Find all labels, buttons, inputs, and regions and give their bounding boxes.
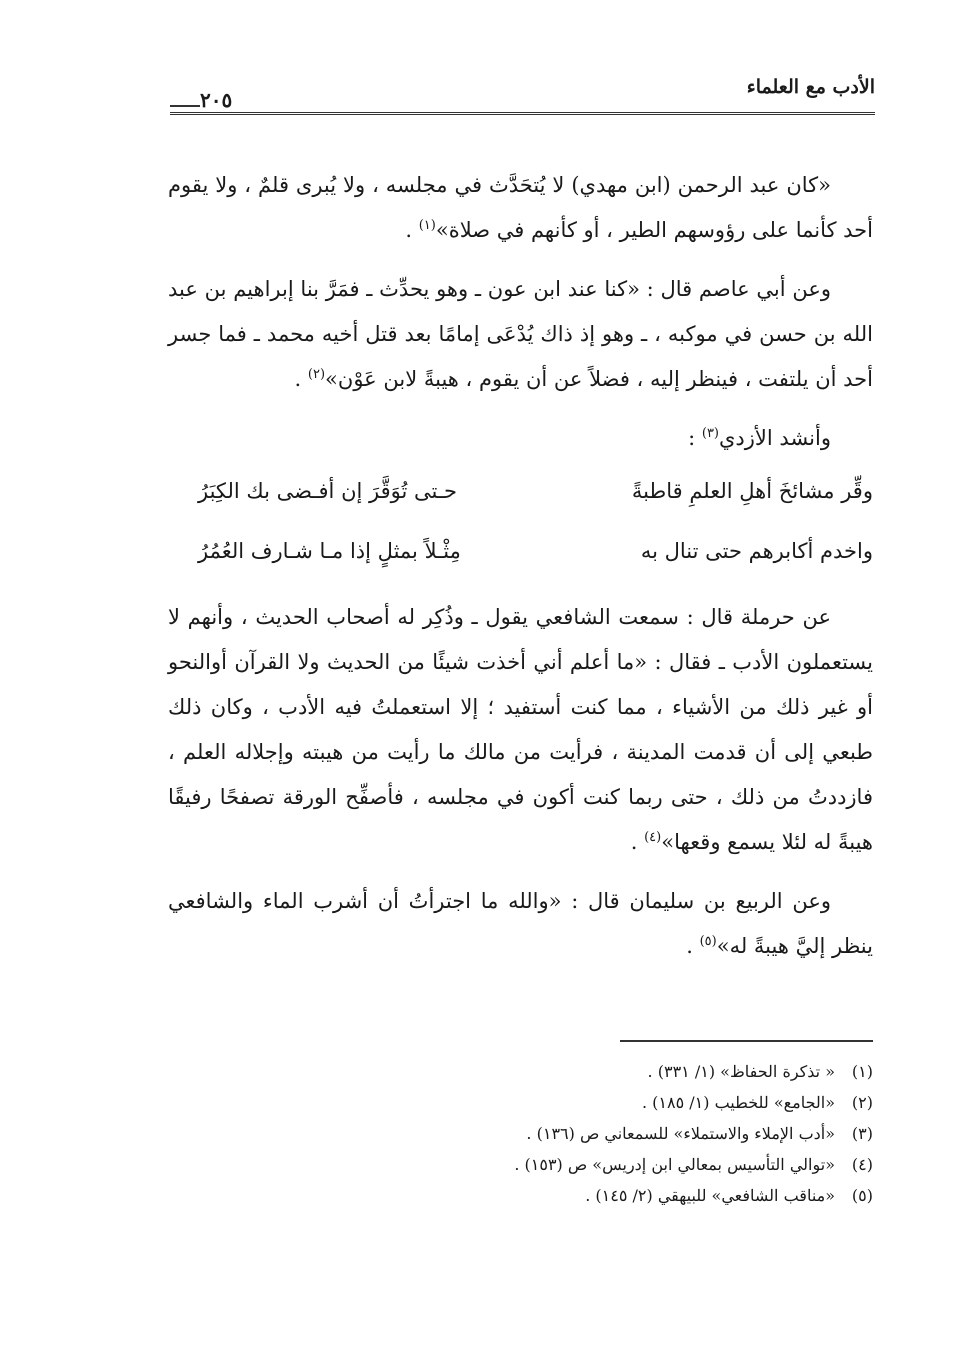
footnote-4-number: (٤) xyxy=(851,1155,873,1174)
footnote-ref-2: (٢) xyxy=(307,367,326,382)
footnotes xyxy=(420,1056,873,1211)
verse-2-second-hemistich: مِثْـلاً بمثلٍ إذا مـا شـارف العُمُرُ xyxy=(198,538,461,563)
footnote-2-text: «الجامع» للخطيب (١/ ١٨٥) . xyxy=(641,1093,835,1112)
poem-intro xyxy=(168,416,873,461)
paragraph-3-text: عن حرملة قال : سمعت الشافعي يقول ـ وذُكِر له أصحاب الحديث ، وأنهم لا يستعملون الأدب ـ فقال : «ما أعلم أني أخذت شيئًا من الحديث ولا القرآن أوالنحو أو غير ذلك من الأشياء ، مما كنت أستفيد ؛ إلا استعملتُ فيه الأدب ، وكان ذلك طبعي إلى أن قدمت المدينة ، فرأيت من مالك ما رأيت من هيبته وإجلاله العلم ، فازددتُ من ذلك ، حتى ربما كنت أكون في مجلسه ، فأصفِّح الورقة تصفحًا رفيقًا هيبةً له لئلا يسمع وقعها» xyxy=(168,605,873,854)
footnote-5-number: (٥) xyxy=(851,1186,873,1205)
footnote-1 xyxy=(420,1056,873,1087)
verse-1-second-hemistich: حـتى تُوَقَّرَ إن أفـضى بك الكِبَرُ xyxy=(198,478,457,503)
poem-intro-end: : xyxy=(688,426,702,450)
paragraph-1-end: . xyxy=(405,218,419,242)
footnote-5 xyxy=(420,1180,873,1211)
footnote-3-text: «أدب الإملاء والاستملاء» للسمعاني ص (١٣٦) . xyxy=(526,1124,835,1143)
paragraph-2-end: . xyxy=(294,367,308,391)
poem xyxy=(168,416,873,581)
footnote-2 xyxy=(420,1087,873,1118)
page-number: ٢٠٥ xyxy=(200,88,233,112)
verse-2 xyxy=(168,521,873,581)
footnote-3-number: (٣) xyxy=(851,1124,873,1143)
header-rule xyxy=(170,112,875,115)
body-text xyxy=(168,163,873,983)
paragraph-3-end: . xyxy=(630,830,645,854)
paragraph-2 xyxy=(168,267,873,402)
footnote-1-number: (١) xyxy=(851,1062,873,1081)
footnote-2-number: (٢) xyxy=(851,1093,873,1112)
paragraph-1-text: «كان عبد الرحمن (ابن مهدي) لا يُتحَدَّث في مجلسه ، ولا يُبرى قلمٌ ، ولا يقوم أحد كأنما على رؤوسهم الطير ، أو كأنهم في صلاة» xyxy=(168,173,873,242)
footnote-ref-3: (٣) xyxy=(701,426,719,441)
footnote-ref-4: (٤) xyxy=(644,830,662,845)
paragraph-3 xyxy=(168,595,873,865)
verse-1-first-hemistich: وقِّر مشائخَ أهلِ العلمِ قاطبةً xyxy=(631,478,873,503)
verse-2-first-hemistich: واخدم أكابرهم حتى تنال به xyxy=(640,538,873,563)
footnote-ref-5: (٥) xyxy=(699,934,717,949)
footnote-1-text: « تذكرة الحفاظ» (١/ ٣٣١) . xyxy=(647,1062,835,1081)
footnote-4-text: «توالي التأسيس بمعالي ابن إدريس» ص (١٥٣) . xyxy=(514,1155,835,1174)
paragraph-2-text: وعن أبي عاصم قال : «كنا عند ابن عون ـ وهو يحدِّث ـ فمَرَّ بنا إبراهيم بن عبد الله بن حسن في موكبه ، ـ وهو إذ ذاك يُدْعَى إمامًا بعد قتل أخيه محمد ـ فما جسر أحد أن يلتفت ، فينظر إليه ، فضلاً عن أن يقوم ، هيبةً لابن عَوْن» xyxy=(168,277,873,391)
footnote-separator xyxy=(620,1040,873,1042)
footnote-4 xyxy=(420,1149,873,1180)
paragraph-4-text: وعن الربيع بن سليمان قال : «والله ما اجترأتُ أن أشرب الماء والشافعي ينظر إليَّ هيبةً له» xyxy=(168,889,873,958)
paragraph-4 xyxy=(168,879,873,969)
running-header xyxy=(170,76,875,118)
footnote-ref-1: (١) xyxy=(418,218,436,233)
paragraph-1 xyxy=(168,163,873,253)
page-number-rule xyxy=(170,105,200,107)
footnote-5-text: «مناقب الشافعي» للبيهقي (٢/ ١٤٥) . xyxy=(585,1186,835,1205)
verse-1 xyxy=(168,461,873,521)
poem-intro-text: وأنشد الأزدي xyxy=(719,426,831,450)
footnote-3 xyxy=(420,1118,873,1149)
paragraph-4-end: . xyxy=(686,934,700,958)
header-title: الأدب مع العلماء xyxy=(746,76,875,98)
